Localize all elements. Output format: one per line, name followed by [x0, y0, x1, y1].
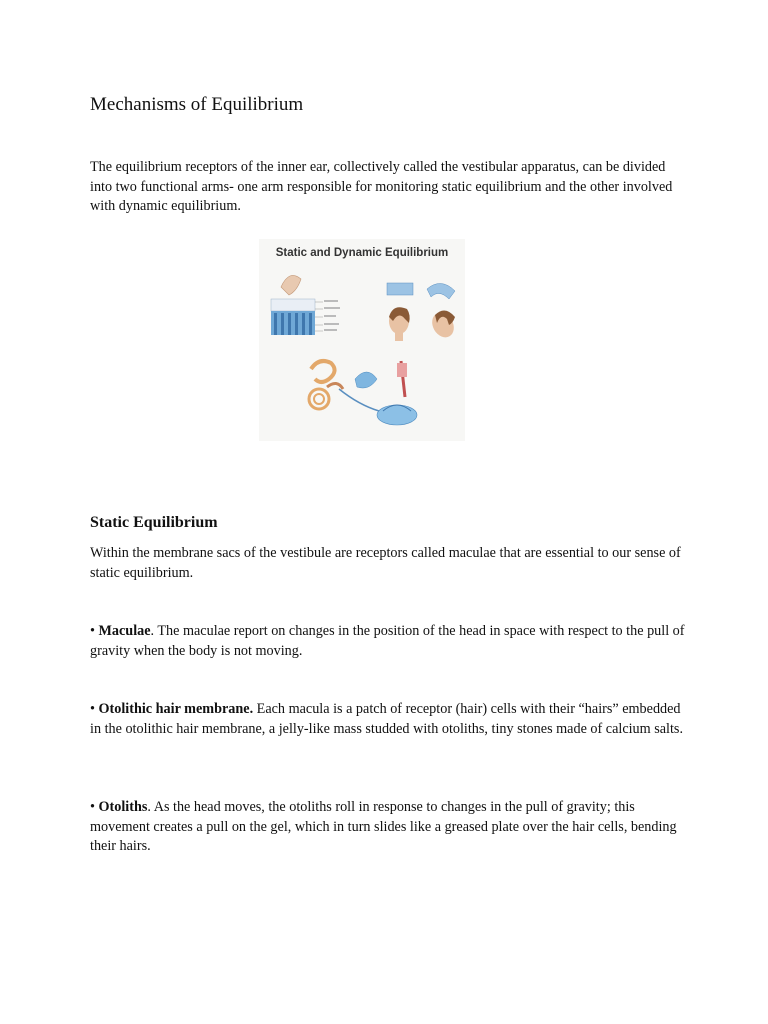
bullet-marker: •	[90, 799, 95, 815]
bullet-text: Each macula is a patch of receptor (hair) cells with their “hairs” embedded in the otolithic hair membrane, a jelly-like mass studded with otoliths, tiny stones made of calcium salts.	[90, 701, 684, 737]
bullet-term: Maculae	[98, 623, 151, 639]
head-upright-icon	[389, 307, 410, 341]
bullet-otoliths	[90, 798, 690, 857]
equilibrium-illustration	[259, 239, 465, 441]
section-intro-paragraph: Within the membrane sacs of the vestibule are receptors called maculae that are essential to our sense of static equilibrium.	[90, 545, 681, 581]
section-heading: Static Equilibrium	[90, 514, 218, 531]
head-tilted-icon	[428, 309, 458, 342]
page-title: Mechanisms of Equilibrium	[90, 94, 304, 115]
equilibrium-figure	[259, 239, 465, 441]
figure-title: Static and Dynamic Equilibrium	[275, 247, 449, 259]
bullet-marker: •	[90, 623, 95, 639]
bullet-maculae	[90, 622, 690, 661]
inner-ear-diagram	[309, 361, 417, 425]
bullet-text: . The maculae report on changes in the position of the head in space with respect to the pull of gravity when the body is not moving.	[90, 623, 685, 659]
intro-paragraph: The equilibrium receptors of the inner ear, collectively called the vestibular apparatus, can be divided into two functional arms- one arm responsible for monitoring static equilibrium and the other involved with dynamic equilibrium.	[90, 159, 673, 214]
macula-tilt-diagram	[387, 283, 455, 299]
macula-diagram	[271, 275, 340, 335]
bullet-otolithic-hair-membrane	[90, 700, 690, 739]
bullet-term: Otoliths	[98, 799, 148, 815]
bullet-text: . As the head moves, the otoliths roll in response to changes in the pull of gravity; this movement creates a pull on the gel, which in turn slides like a greased plate over the hair cells, bending their hairs.	[90, 799, 677, 854]
bullet-term: Otolithic hair membrane.	[98, 701, 254, 717]
bullet-marker: •	[90, 701, 95, 717]
